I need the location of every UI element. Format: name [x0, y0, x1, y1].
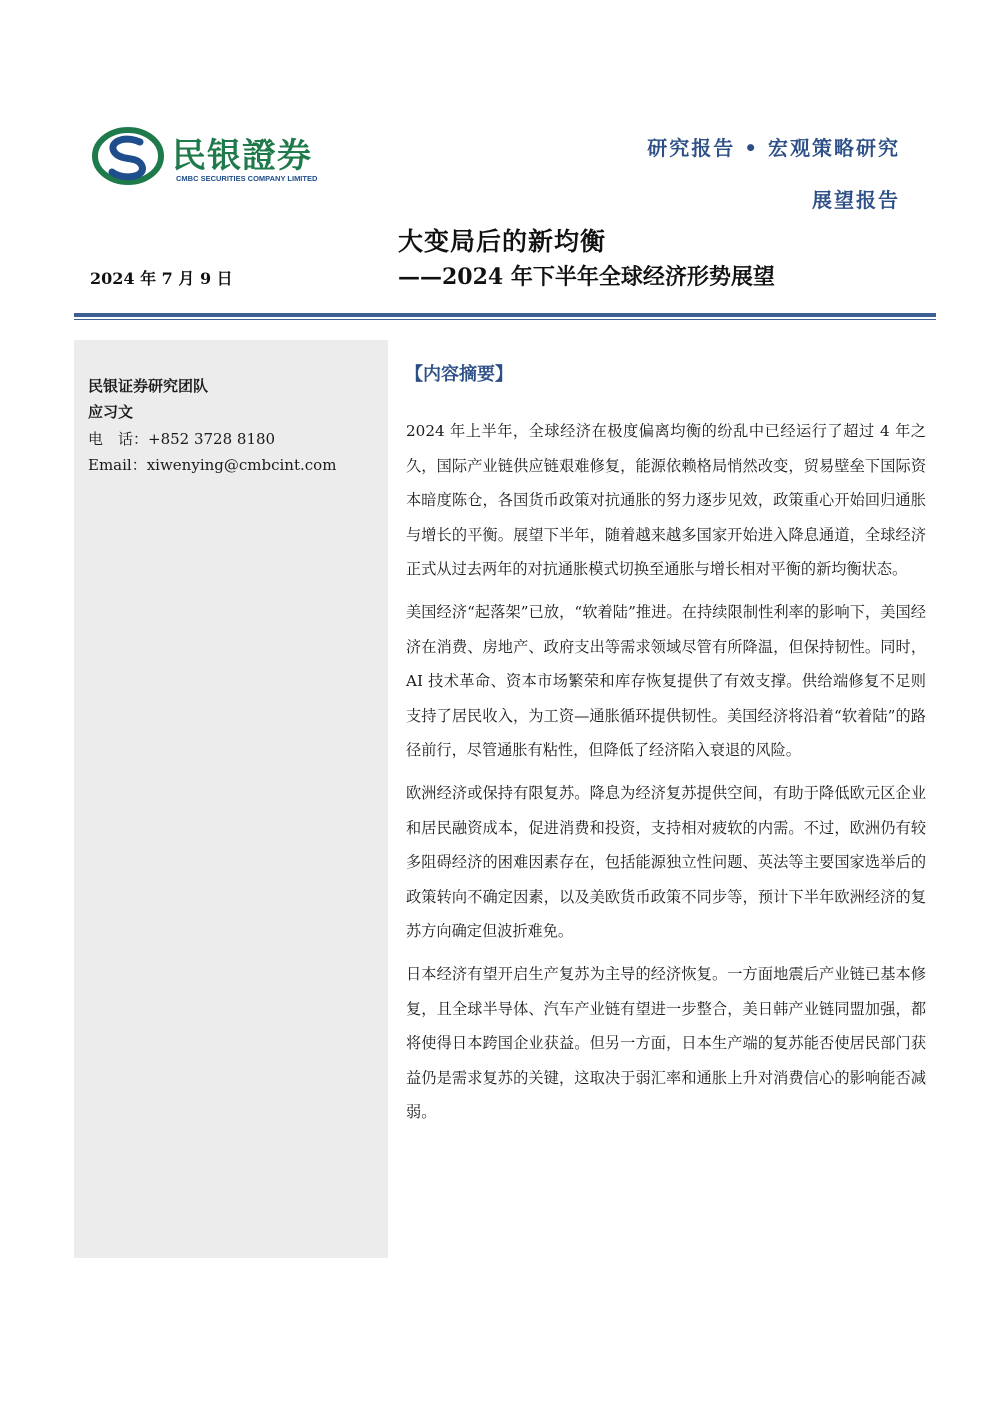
report-title: 大变局后的新均衡 — [398, 227, 607, 256]
analyst-phone: 电 话：+852 3728 8180 — [88, 430, 276, 448]
analyst-name: 应习文 — [88, 403, 134, 421]
analyst-email[interactable]: Email：xiwenying@cmbcint.com — [88, 456, 337, 474]
report-type: 展望报告 — [812, 188, 900, 212]
author-sidebar — [74, 340, 388, 1258]
company-logo — [92, 126, 352, 188]
summary-paragraph: 欧洲经济或保持有限复苏。降息为经济复苏提供空间，有助于降低欧元区企业和居民融资成本，促进消费和投资，支持相对疲软的内需。不过，欧洲仍有较多阻碍经济的困难因素存在，包括能源独立性问题、英法等主要国家选举后的政策转向不确定因素，以及美欧货币政策不同步等，预计下半年欧洲经济的复苏方向确定但波折难免。 — [406, 783, 926, 941]
logo-chinese-name: 民银證券 — [172, 136, 312, 176]
logo-mark-icon — [92, 126, 166, 186]
report-date: 2024 年 7 月 9 日 — [90, 269, 233, 288]
header-divider-thin — [74, 319, 936, 320]
summary-paragraph: 日本经济有望开启生产复苏为主导的经济恢复。一方面地震后产业链已基本修复，且全球半导体、汽车产业链有望进一步整合，美日韩产业链同盟加强，都将使得日本跨国企业获益。但另一方面，日本生产端的复苏能否使居民部门获益仍是需求复苏的关键，这取决于弱汇率和通胀上升对消费信心的影响能否减弱。 — [406, 964, 926, 1122]
summary-paragraph: 2024 年上半年，全球经济在极度偏离均衡的纷乱中已经运行了超过 4 年之久，国际产业链供应链艰难修复，能源依赖格局悄然改变，贸易壁垒下国际资本暗度陈仓，各国货币政策对抗通胀的努力逐步见效，政策重心开始回归通胀与增长的平衡。展望下半年，随着越来越多国家开始进入降息通道，全球经济正式从过去两年的对抗通胀模式切换至通胀与增长相对平衡的新均衡状态。 — [406, 422, 926, 579]
research-team: 民银证券研究团队 — [88, 377, 209, 395]
report-subtitle: ——2024 年下半年全球经济形势展望 — [398, 264, 775, 290]
summary-paragraph: 美国经济“起落架”已放，“软着陆”推进。在持续限制性利率的影响下，美国经济在消费、房地产、政府支出等需求领域尽管有所降温，但保持韧性。同时，AI 技术革命、资本市场繁荣和库存恢复提供了有效支撑。供给端修复不足则支持了居民收入，为工资—通胀循环提供韧性。美国经济将沿着“软着陆”的路径前行，尽管通胀有粘性，但降低了经济陷入衰退的风险。 — [406, 602, 926, 760]
summary-heading: 【内容摘要】 — [405, 364, 513, 385]
summary-body — [406, 414, 926, 1138]
header-divider — [74, 313, 936, 317]
logo-english-name: CMBC SECURITIES COMPANY LIMITED — [176, 174, 318, 183]
report-category: 研究报告 • 宏观策略研究 — [647, 136, 900, 160]
